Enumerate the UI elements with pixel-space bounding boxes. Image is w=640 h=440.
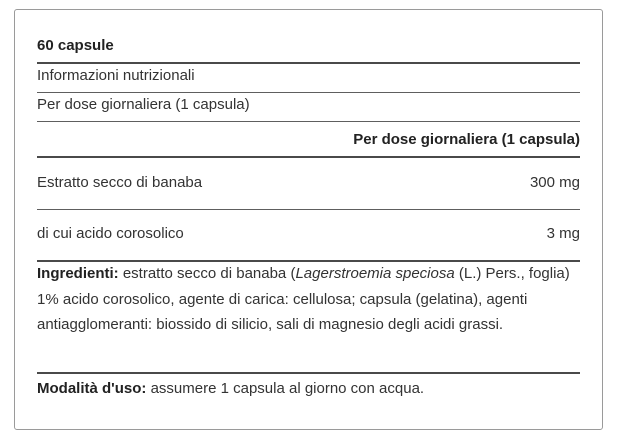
divider xyxy=(37,372,580,374)
nutrient-value: 3 mg xyxy=(546,225,580,242)
table-row xyxy=(37,174,580,191)
divider xyxy=(37,121,580,122)
usage-text: assumere 1 capsula al giorno con acqua. xyxy=(146,380,425,397)
product-quantity-title: 60 capsule xyxy=(37,37,114,54)
divider xyxy=(37,62,580,64)
usage-paragraph xyxy=(37,376,580,402)
usage-label: Modalità d'uso: xyxy=(37,380,147,397)
nutrition-label-card xyxy=(14,9,603,430)
divider xyxy=(37,92,580,93)
table-header: Per dose giornaliera (1 capsula) xyxy=(353,131,580,148)
ingredients-paragraph xyxy=(37,261,580,338)
ingredients-text-rest: (L.) Pers., foglia) 1% acido corosolico, agente di carica: cellulosa; capsula (gelatina), agenti antiagglomeranti: biossido di silicio, sali di magnesio degli acidi grassi. xyxy=(37,265,570,333)
nutrition-label-content xyxy=(37,10,580,429)
ingredients-species: Lagerstroemia speciosa xyxy=(295,265,455,282)
nutrient-value: 300 mg xyxy=(529,174,580,191)
ingredients-label: Ingredienti: xyxy=(37,265,119,282)
nutrient-name: di cui acido corosolico xyxy=(37,225,184,242)
divider xyxy=(37,209,580,210)
table-row xyxy=(37,225,580,242)
nutrient-name: Estratto secco di banaba xyxy=(37,174,203,191)
section-label: Informazioni nutrizionali xyxy=(37,67,195,84)
dose-label: Per dose giornaliera (1 capsula) xyxy=(37,96,250,113)
divider xyxy=(37,156,580,158)
ingredients-text: estratto secco di banaba ( xyxy=(118,265,296,282)
